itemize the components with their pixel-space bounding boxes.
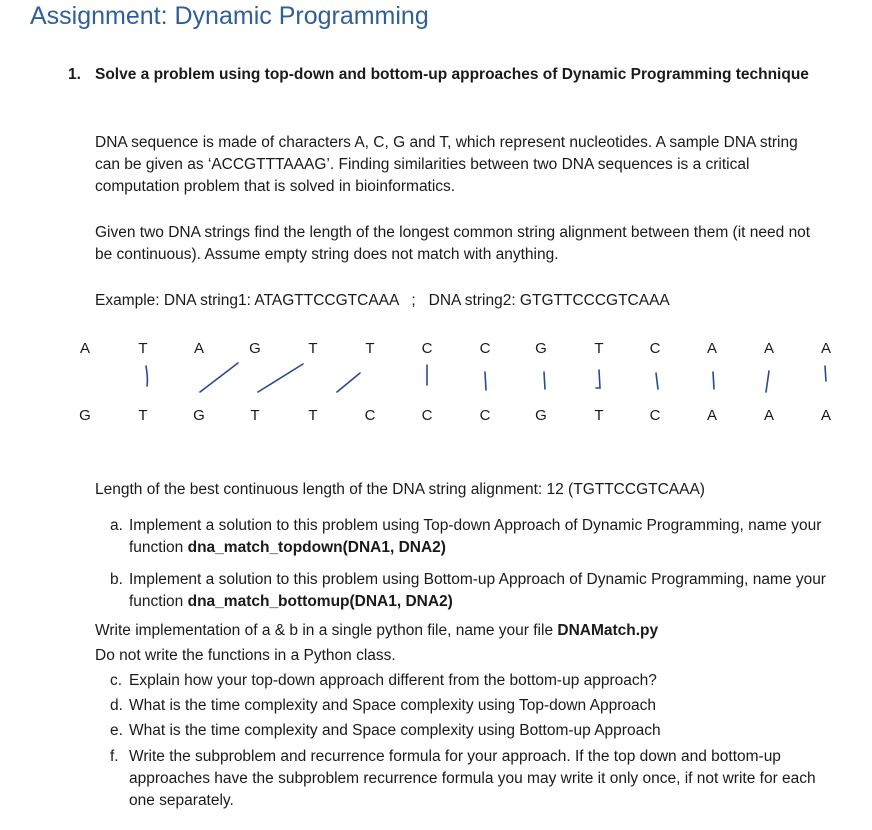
string1-char: G [535, 340, 547, 357]
string2-char: G [193, 407, 205, 424]
file-name: DNAMatch.py [557, 622, 659, 639]
alignment-mark [825, 366, 826, 381]
string1-char: C [649, 340, 661, 357]
example-line: Example: DNA string1: ATAGTTCCGTCAAA ; DNA string2: GTGTTCCCGTCAAA [95, 292, 670, 309]
string2-char: A [820, 407, 831, 424]
task-d-text: What is the time complexity and Space complexity using Top-down Approach [129, 697, 656, 714]
string2-char: C [421, 407, 433, 424]
alignment-mark [656, 373, 658, 389]
string2-char: A [706, 407, 717, 424]
paragraph-dna-intro: DNA sequence is made of characters A, C, G and T, which represent nucleotides. A sample DNA string can be given as ‘ACCGTTTAAAG’. Finding similarities between two DNA sequences is a critical computation problem that is solved in bioinformatics. [95, 134, 798, 195]
string2-char: T [250, 407, 260, 424]
string2-char: A [763, 407, 774, 424]
task-d-label: d. [110, 697, 123, 714]
string1-char: G [249, 340, 261, 357]
task-b-text: Implement a solution to this problem using Bottom-up Approach of Dynamic Programming, name your function dna_match_bottomup(DNA1, DNA2) [129, 571, 826, 610]
string2-char: T [308, 407, 318, 424]
alignment-mark [766, 371, 769, 392]
task-b-function: dna_match_bottomup(DNA1, DNA2) [187, 593, 453, 610]
alignment-mark [596, 370, 600, 388]
alignment-mark [544, 372, 545, 389]
string2-char: C [649, 407, 661, 424]
string2-char: G [535, 407, 547, 424]
task-e-text: What is the time complexity and Space complexity using Bottom-up Approach [129, 722, 661, 739]
alignment-mark [337, 373, 360, 392]
string1-char: A [820, 340, 831, 357]
result-line: Length of the best continuous length of the DNA string alignment: 12 (TGTTCCGTCAAA) [95, 481, 705, 498]
class-note: Do not write the functions in a Python class. [95, 647, 396, 664]
question-number: 1. [68, 66, 81, 83]
string2-char: C [479, 407, 491, 424]
string2-char: T [138, 407, 148, 424]
string1-char: C [421, 340, 433, 357]
task-b-label: b. [110, 571, 123, 588]
paragraph-problem: Given two DNA strings find the length of the longest common string alignment between them (it need not be continuous). Assume empty string does not match with anything. [95, 224, 811, 263]
task-c-label: c. [110, 672, 123, 689]
task-a-label: a. [110, 517, 123, 534]
alignment-mark [200, 363, 238, 392]
string1-char: A [193, 340, 204, 357]
task-a-text: Implement a solution to this problem using Top-down Approach of Dynamic Programming, name your function dna_match_topdown(DNA1, DNA2) [129, 517, 822, 556]
task-c-text: Explain how your top-down approach different from the bottom-up approach? [129, 672, 657, 689]
file-note: Write implementation of a & b in a single python file, name your file DNAMatch.py [95, 622, 659, 639]
string1-char: A [706, 340, 717, 357]
string1-char: T [594, 340, 604, 357]
task-f-text: Write the subproblem and recurrence formula for your approach. If the top down and bottom-up approaches have the subproblem recurrence formula you may write it only once, if not write for each one separately. [129, 748, 816, 809]
alignment-mark [146, 366, 147, 386]
string1-char: A [763, 340, 774, 357]
page-title: Assignment: Dynamic Programming [30, 2, 429, 30]
string1-char: A [79, 340, 90, 357]
alignment-mark [258, 364, 303, 392]
task-e-label: e. [110, 722, 123, 739]
string2-char: T [594, 407, 604, 424]
task-f-label: f. [110, 748, 119, 765]
task-a-function: dna_match_topdown(DNA1, DNA2) [187, 539, 446, 556]
string1-char: C [479, 340, 491, 357]
alignment-mark [713, 372, 714, 389]
string1-char: T [308, 340, 318, 357]
question-heading: Solve a problem using top-down and bottom-up approaches of Dynamic Programming technique [95, 66, 809, 83]
string1-char: T [365, 340, 375, 357]
string2-char: C [364, 407, 376, 424]
string1-char: T [138, 340, 148, 357]
alignment-mark [485, 372, 486, 390]
string2-char: G [79, 407, 91, 424]
